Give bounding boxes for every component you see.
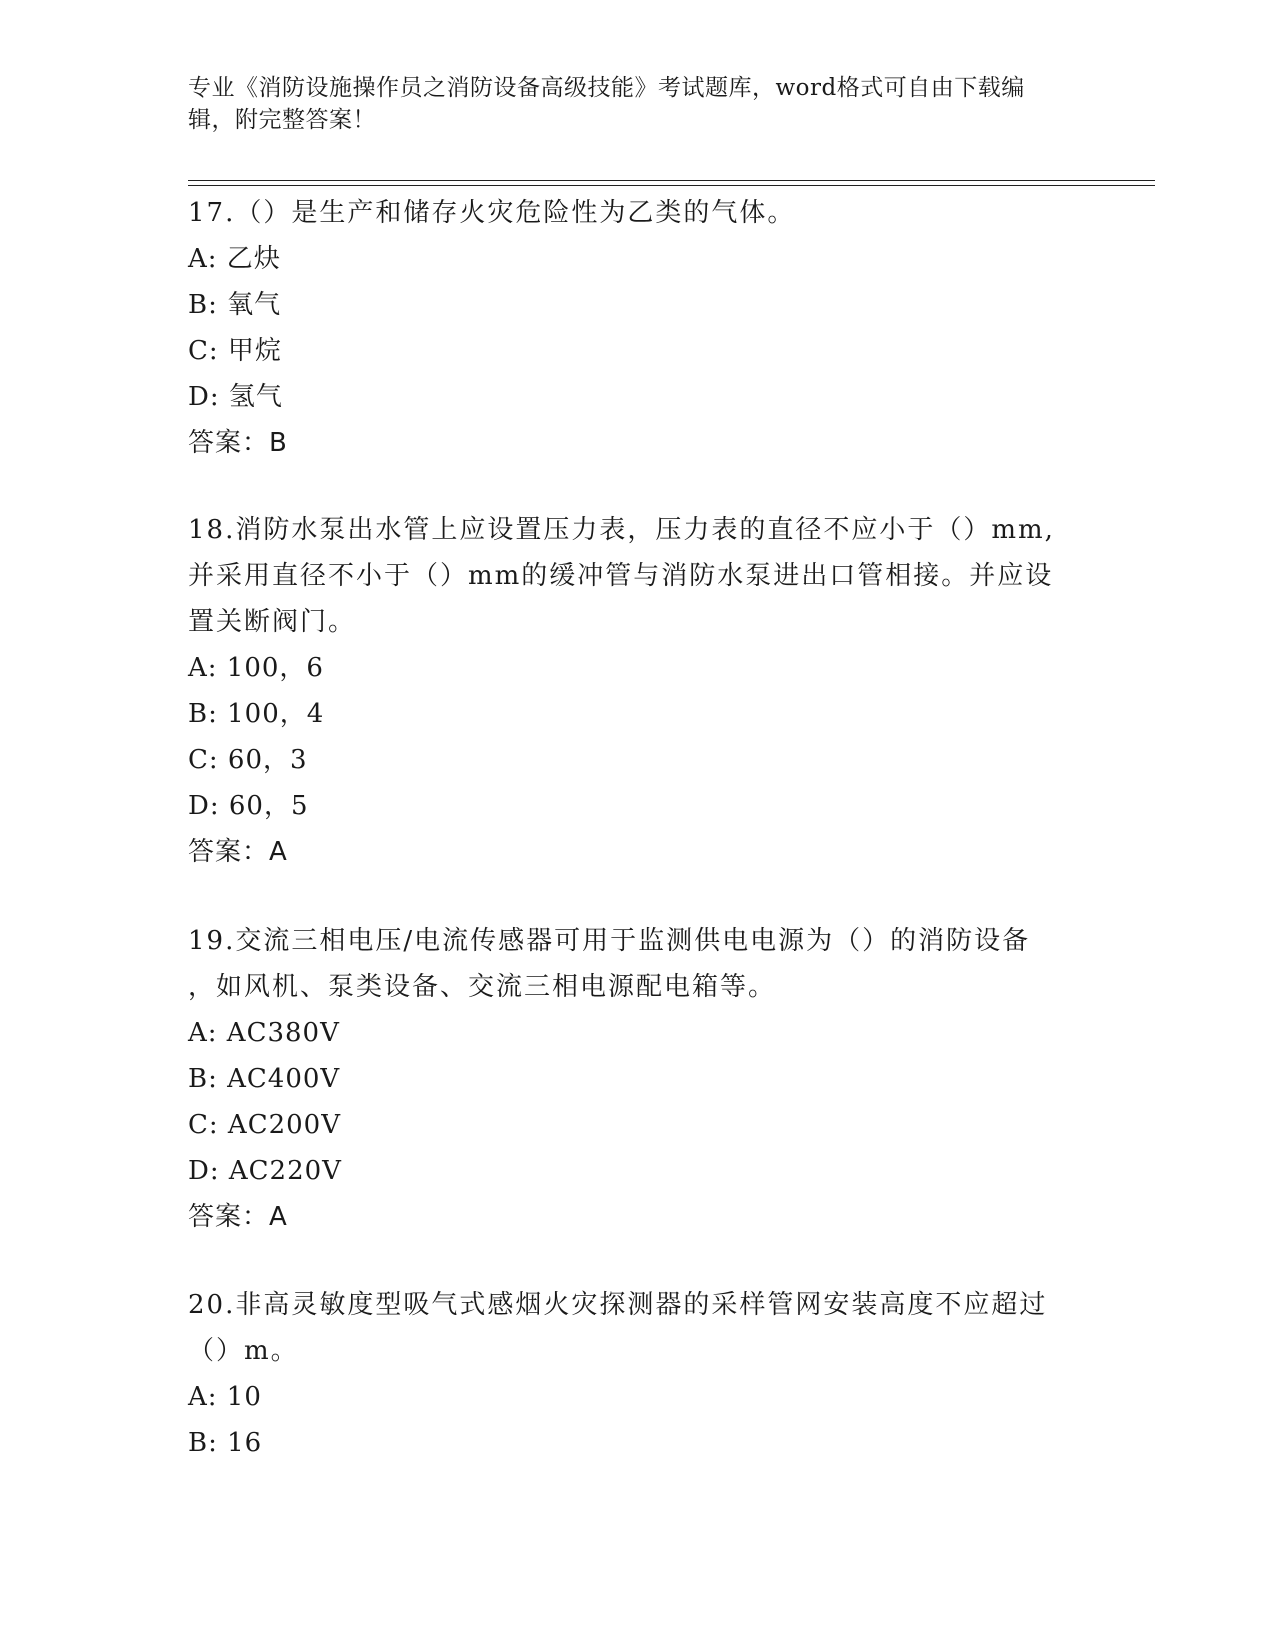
question-stem-line-2: （）m。 bbox=[188, 1336, 299, 1366]
question-19 bbox=[188, 918, 1078, 1240]
answer: 答案：A bbox=[188, 837, 288, 867]
header-divider-bottom bbox=[188, 185, 1155, 186]
question-18 bbox=[188, 507, 1078, 875]
question-stem-line-1: 20.非高灵敏度型吸气式感烟火灾探测器的采样管网安装高度不应超过 bbox=[188, 1290, 1048, 1320]
document-header bbox=[188, 72, 1088, 136]
option-b: B: 16 bbox=[188, 1428, 263, 1458]
option-b: B: 100，4 bbox=[188, 699, 325, 729]
option-c: C: 60，3 bbox=[188, 745, 308, 775]
option-c: C: 甲烷 bbox=[188, 336, 282, 366]
question-stem-line-1: 18.消防水泵出水管上应设置压力表，压力表的直径不应小于（）mm, bbox=[188, 515, 1055, 545]
question-17 bbox=[188, 190, 1078, 466]
option-c: C: AC200V bbox=[188, 1110, 341, 1140]
option-b: B: AC400V bbox=[188, 1064, 341, 1094]
question-stem-line-2: 并采用直径不小于（）mm的缓冲管与消防水泵进出口管相接。并应设 bbox=[188, 561, 1054, 591]
question-stem-line-1: 19.交流三相电压/电流传感器可用于监测供电电源为（）的消防设备 bbox=[188, 926, 1031, 956]
question-20 bbox=[188, 1282, 1078, 1466]
option-d: D: 氢气 bbox=[188, 382, 283, 412]
option-d: D: 60，5 bbox=[188, 791, 309, 821]
answer: 答案：B bbox=[188, 428, 288, 458]
option-d: D: AC220V bbox=[188, 1156, 342, 1186]
header-divider-top bbox=[188, 180, 1155, 181]
question-stem: 17.（）是生产和储存火灾危险性为乙类的气体。 bbox=[188, 198, 796, 228]
option-a: A: AC380V bbox=[188, 1018, 340, 1048]
question-stem-line-3: 置关断阀门。 bbox=[188, 607, 357, 637]
option-b: B: 氧气 bbox=[188, 290, 282, 320]
option-a: A: 10 bbox=[188, 1382, 262, 1412]
option-a: A: 100，6 bbox=[188, 653, 324, 683]
header-line-1: 专业《消防设施操作员之消防设备高级技能》考试题库，word格式可自由下载编 bbox=[188, 75, 1025, 101]
option-a: A: 乙炔 bbox=[188, 244, 281, 274]
header-line-2: 辑，附完整答案！ bbox=[188, 107, 376, 133]
question-stem-line-2: ，如风机、泵类设备、交流三相电源配电箱等。 bbox=[188, 972, 777, 1002]
answer: 答案：A bbox=[188, 1202, 288, 1232]
